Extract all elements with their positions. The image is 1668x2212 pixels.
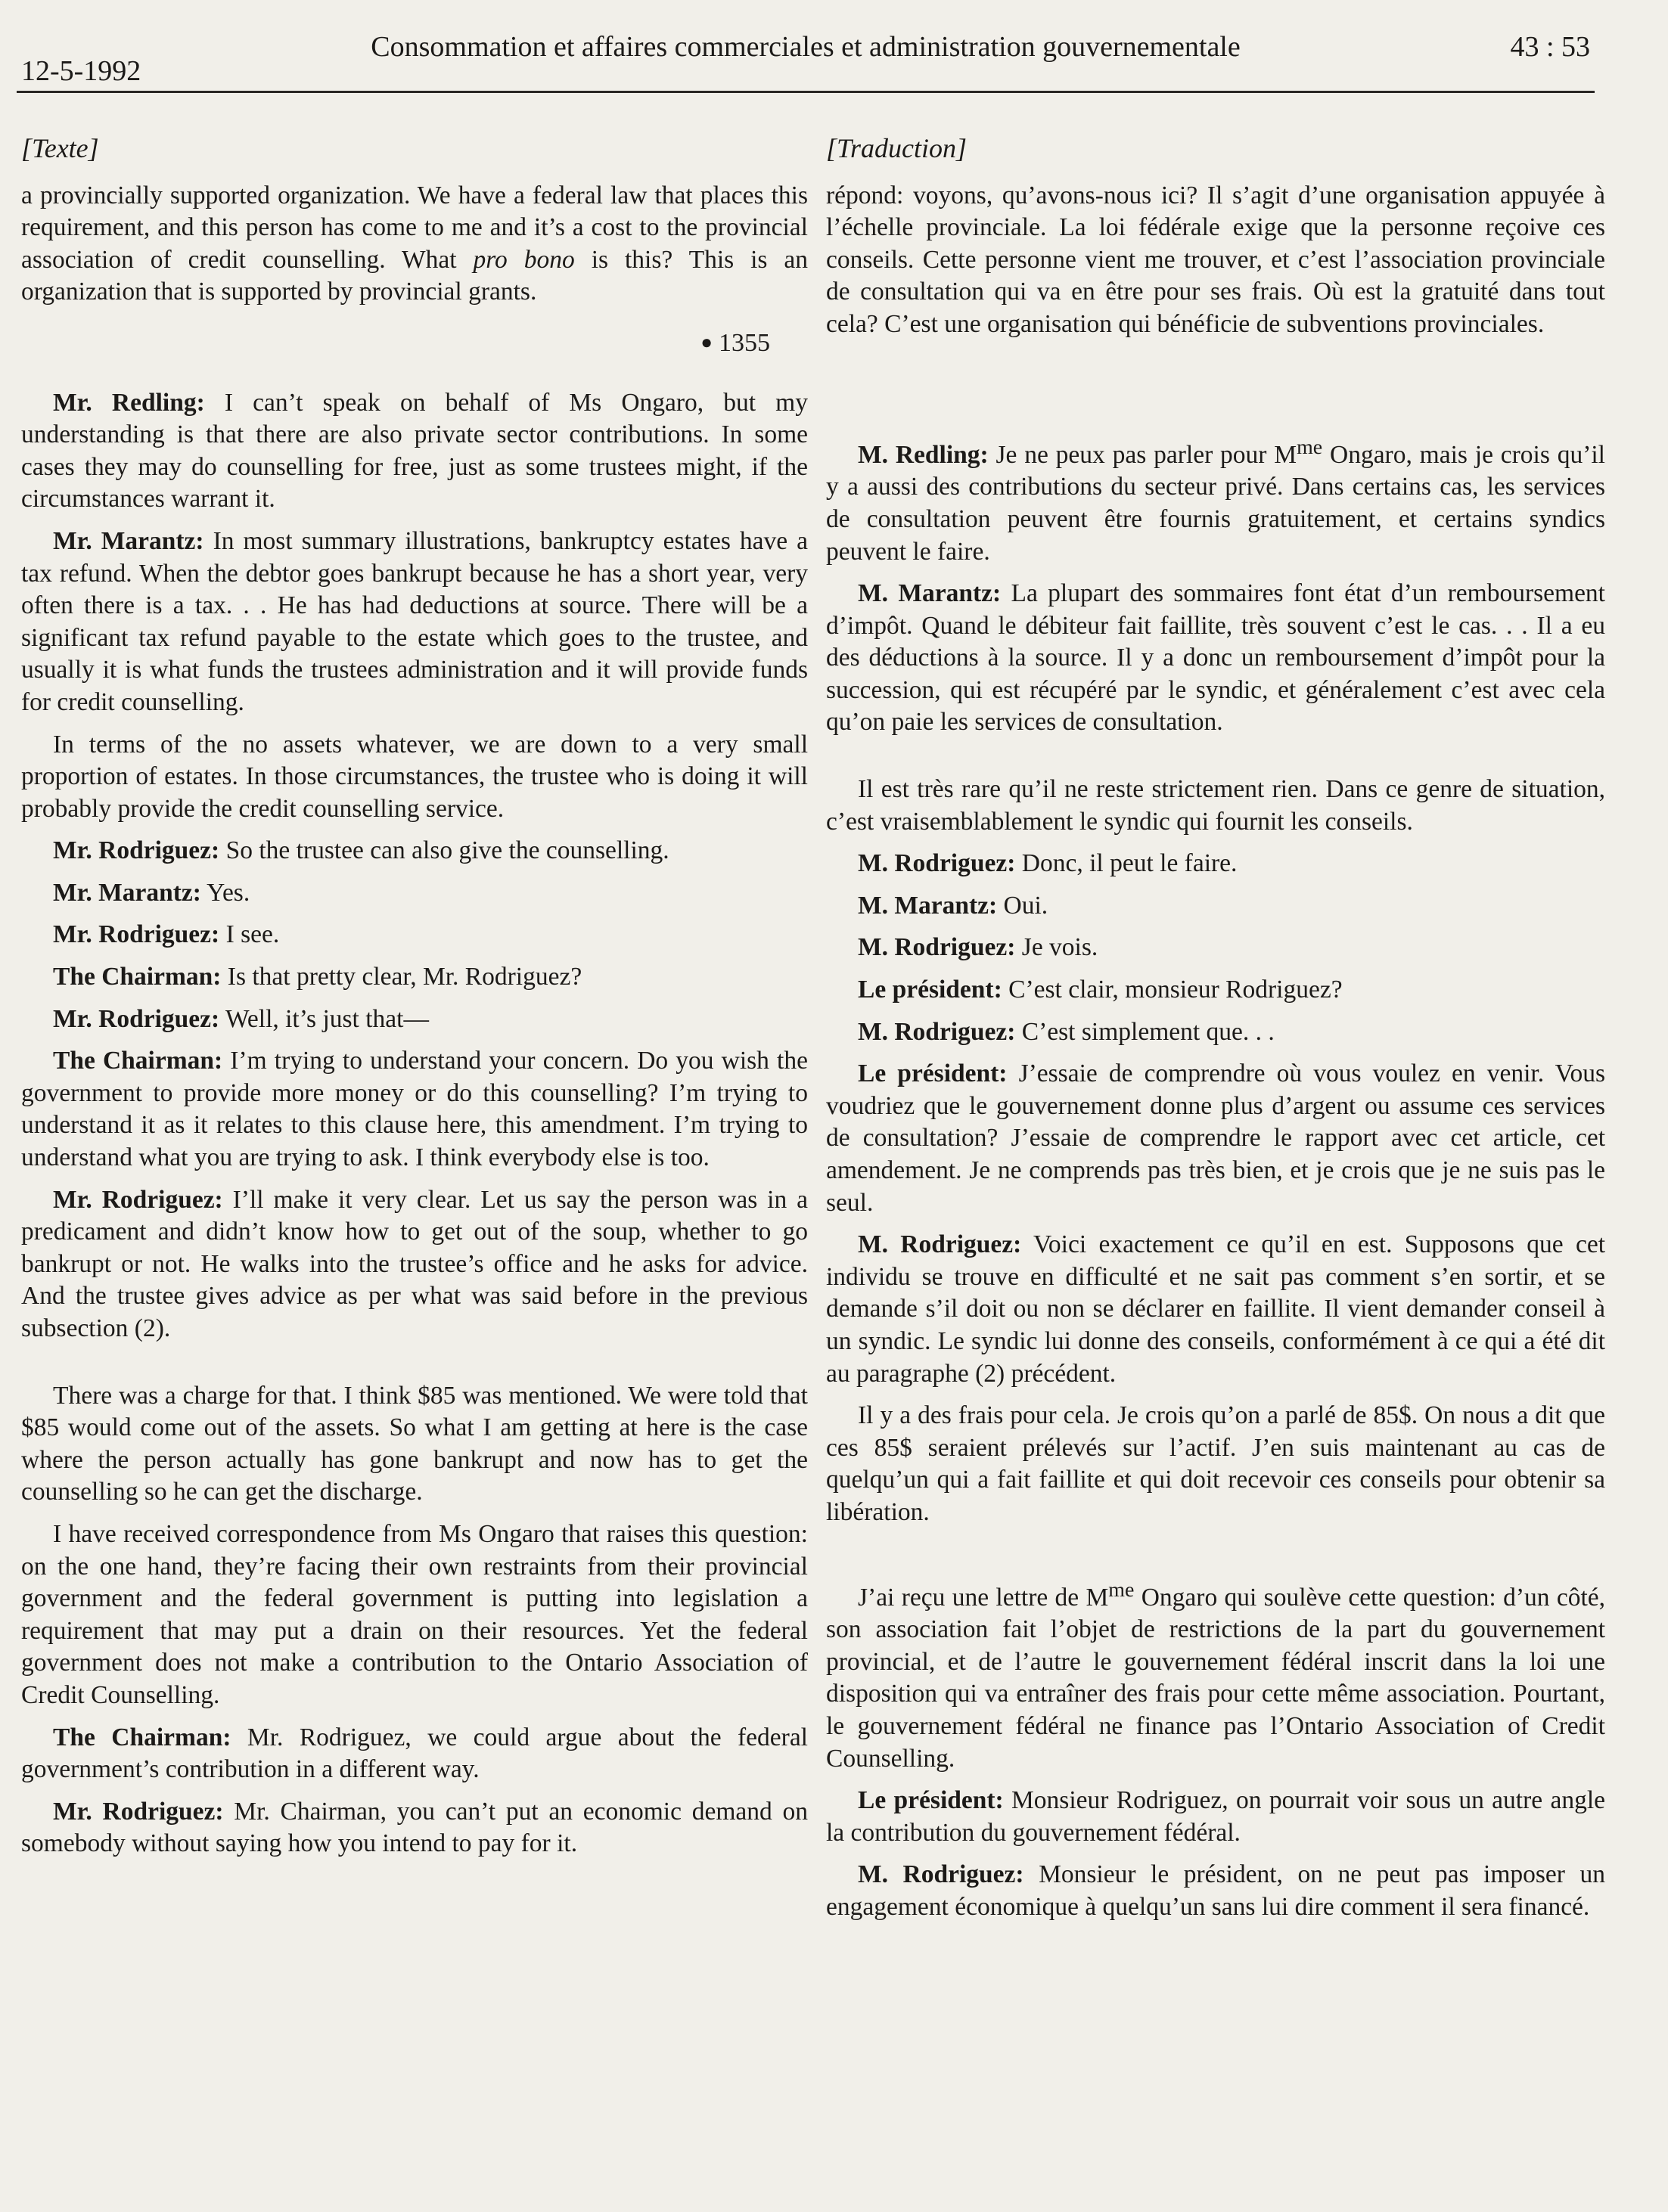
- speaker: Mr. Rodriguez:: [53, 920, 220, 949]
- speaker: Le président:: [858, 1786, 1004, 1815]
- speaker: M. Marantz:: [858, 891, 998, 920]
- speech: The Chairman: Mr. Rodriguez, we could argue about the federal government’s contribution in a different way.: [21, 1723, 808, 1784]
- french-column: [826, 132, 1605, 1934]
- speaker: Mr. Rodriguez:: [53, 1797, 224, 1826]
- header-date: 12-5-1992: [21, 55, 141, 87]
- speech: Mr. Marantz: In most summary illustrations, bankruptcy estates have a tax refund. When the debtor goes bankrupt because he has a short year, very often there is a tax. . . He has had deductions at source. There will be a significant tax refund payable to the estate which goes to the trustee, and usually it is what funds the trustees administration and it will provide funds for credit counselling.: [21, 526, 808, 716]
- speech: Le président: J’essaie de comprendre où vous voulez en venir. Vous voudriez que le gouvernement donne plus d’argent ou assume ces services de consultation? J’essaie de comprendre le rapport avec cet article, cet amendement. Je ne comprends pas très bien, et je crois que je ne suis pas le seul.: [826, 1059, 1605, 1217]
- speaker: M. Rodriguez:: [858, 933, 1016, 962]
- time-marker: ● 1355: [700, 328, 770, 357]
- speech: Mr. Rodriguez: I see.: [53, 920, 280, 949]
- speaker: M. Marantz:: [858, 579, 1002, 608]
- speech: Mr. Marantz: Yes.: [53, 878, 250, 907]
- speaker: Mr. Rodriguez:: [53, 836, 220, 865]
- speaker: M. Rodriguez:: [858, 1860, 1024, 1889]
- paragraph: Il y a des frais pour cela. Je crois qu’on a parlé de 85$. On nous a dit que ces 85$ seraient prélevés sur l’actif. J’en suis maintenant au cas de quelqu’un qui a fait faillite et qui doit recevoir ces conseils pour obtenir sa libération.: [826, 1401, 1605, 1526]
- page-header: [17, 27, 1595, 93]
- paragraph: Il est très rare qu’il ne reste strictement rien. Dans ce genre de situation, c’est vraisemblablement le syndic qui fournit les conseils.: [826, 775, 1605, 836]
- speech: Mr. Rodriguez: So the trustee can also give the counselling.: [53, 836, 669, 865]
- bullet-icon: ●: [700, 330, 713, 353]
- speaker: The Chairman:: [53, 963, 222, 991]
- speaker: M. Redling:: [858, 440, 989, 469]
- column-label: [Texte]: [21, 133, 99, 163]
- speech: M. Marantz: Oui.: [858, 891, 1048, 920]
- speaker: Le président:: [858, 976, 1002, 1004]
- paragraph: I have received correspondence from Ms Ongaro that raises this question: on the one hand, they’re facing their own restraints from their provincial government and the federal government is putting into legislation a requirement that may put a drain on their resources. Yet the federal government does not make a contribution to the Ontario Association of Credit Counselling.: [21, 1519, 808, 1709]
- speaker: Mr. Rodriguez:: [53, 1185, 223, 1214]
- speech: The Chairman: Is that pretty clear, Mr. Rodriguez?: [53, 963, 582, 991]
- speech: M. Rodriguez: Donc, il peut le faire.: [858, 849, 1238, 878]
- paragraph: There was a charge for that. I think $85 was mentioned. We were told that $85 would come out of the assets. So what I am getting at here is the case where the person actually has gone bankrupt and now has to get the counselling so he can get the discharge.: [21, 1381, 808, 1506]
- speech: M. Redling: Je ne peux pas parler pour $M^{me}$ Ongaro, mais je crois qu’il y a aussi des contributions du secteur privé. Dans certains cas, les services de consultation peuvent être fournis gratuitement, et certains syndics peuvent le faire.: [826, 435, 1605, 566]
- speaker: M. Rodriguez:: [858, 1017, 1016, 1046]
- english-column: [21, 132, 808, 1870]
- speaker: M. Rodriguez:: [858, 1230, 1022, 1259]
- speaker: Mr. Rodriguez:: [53, 1004, 220, 1033]
- speech: The Chairman: I’m trying to understand your concern. Do you wish the government to provide more money or do this counselling? I’m trying to understand it as it relates to this clause here, this amendment. I’m trying to understand what you are trying to ask. I think everybody else is too.: [21, 1047, 808, 1172]
- paragraph: répond: voyons, qu’avons-nous ici? Il s’agit d’une organisation appuyée à l’échelle provinciale. La loi fédérale exige que la personne reçoive ces conseils. Cette personne vient me trouver, et c’est l’association provinciale de consultation qui va en être pour ses frais. Où est la gratuité dans tout cela? C’est une organisation qui bénéficie de subventions provinciales.: [826, 181, 1605, 338]
- speech: Le président: Monsieur Rodriguez, on pourrait voir sous un autre angle la contribution du gouvernement fédéral.: [826, 1786, 1606, 1847]
- speaker: Le président:: [858, 1059, 1008, 1088]
- speaker: The Chairman:: [53, 1723, 231, 1751]
- speech: Mr. Rodriguez: I’ll make it very clear. Let us say the person was in a predicament and didn’t know how to get out of the soup, whether to go bankrupt or not. He walks into the trustee’s office and he asks for advice. And the trustee gives advice as per what was said before in the previous subsection (2).: [21, 1185, 808, 1342]
- speech: Mr. Redling: I can’t speak on behalf of Ms Ongaro, but my understanding is that there are also private sector contributions. In some cases they may do counselling for free, just as some trustees might, if the circumstances warrant it.: [21, 388, 808, 513]
- paragraph: J’ai reçu une lettre de $M^{me}$ Ongaro qui soulève cette question: d’un côté, son association fait l’objet de restrictions de la part du gouvernement provincial, et de l’autre le gouvernement fédéral inscrit dans la loi une disposition qui va entraîner des frais pour cette même association. Pourtant, le gouvernement fédéral ne finance pas l’Ontario Association of Credit Counselling.: [826, 1578, 1605, 1773]
- speaker: The Chairman:: [53, 1047, 223, 1075]
- speaker: Mr. Marantz:: [53, 878, 201, 907]
- speech: M. Rodriguez: C’est simplement que. . .: [858, 1017, 1275, 1046]
- page-number: 43 : 53: [1510, 31, 1590, 63]
- speaker: M. Rodriguez:: [858, 849, 1016, 878]
- paragraph: In terms of the no assets whatever, we are down to a very small proportion of estates. In those circumstances, the trustee who is doing it will probably provide the credit counselling service.: [21, 730, 808, 823]
- speech: M. Rodriguez: Monsieur le président, on ne peut pas imposer un engagement économique à quelqu’un sans lui dire comment il sera financé.: [826, 1860, 1605, 1922]
- speech: Mr. Rodriguez: Mr. Chairman, you can’t put an economic demand on somebody without saying how you intend to pay for it.: [21, 1797, 808, 1858]
- speech: Mr. Rodriguez: Well, it’s just that—: [53, 1004, 429, 1033]
- speaker: Mr. Redling:: [53, 388, 205, 417]
- column-label: [Traduction]: [826, 133, 968, 163]
- speech: M. Rodriguez: Voici exactement ce qu’il en est. Supposons que cet individu se trouve en difficulté et ne sait pas comment s’en sortir, et se demande s’il doit ou non se déclarer en faillite. Il vient demander conseil à un syndic. Le syndic lui donne des conseils, conformément à ce qui a été dit au paragraphe (2) précédent.: [826, 1230, 1605, 1388]
- header-title: Consommation et affaires commerciales et administration gouvernementale: [371, 31, 1241, 63]
- speech: Le président: C’est clair, monsieur Rodriguez?: [858, 976, 1343, 1004]
- speech: M. Rodriguez: Je vois.: [858, 933, 1098, 962]
- speaker: Mr. Marantz:: [53, 526, 204, 555]
- paragraph: a provincially supported organization. We have a federal law that places this requirement, and this person has come to me and it’s a cost to the provincial association of credit counselling. What pro bono is this? This is an organization that is supported by provincial grants.: [21, 181, 809, 306]
- speech: M. Marantz: La plupart des sommaires font état d’un remboursement d’impôt. Quand le débiteur fait faillite, très souvent c’est le cas. . . Il a eu des déductions à la source. Il y a donc un remboursement d’impôt pour la succession, qui est récupéré par le syndic, et généralement c’est avec cela qu’on paie les services de consultation.: [826, 579, 1605, 737]
